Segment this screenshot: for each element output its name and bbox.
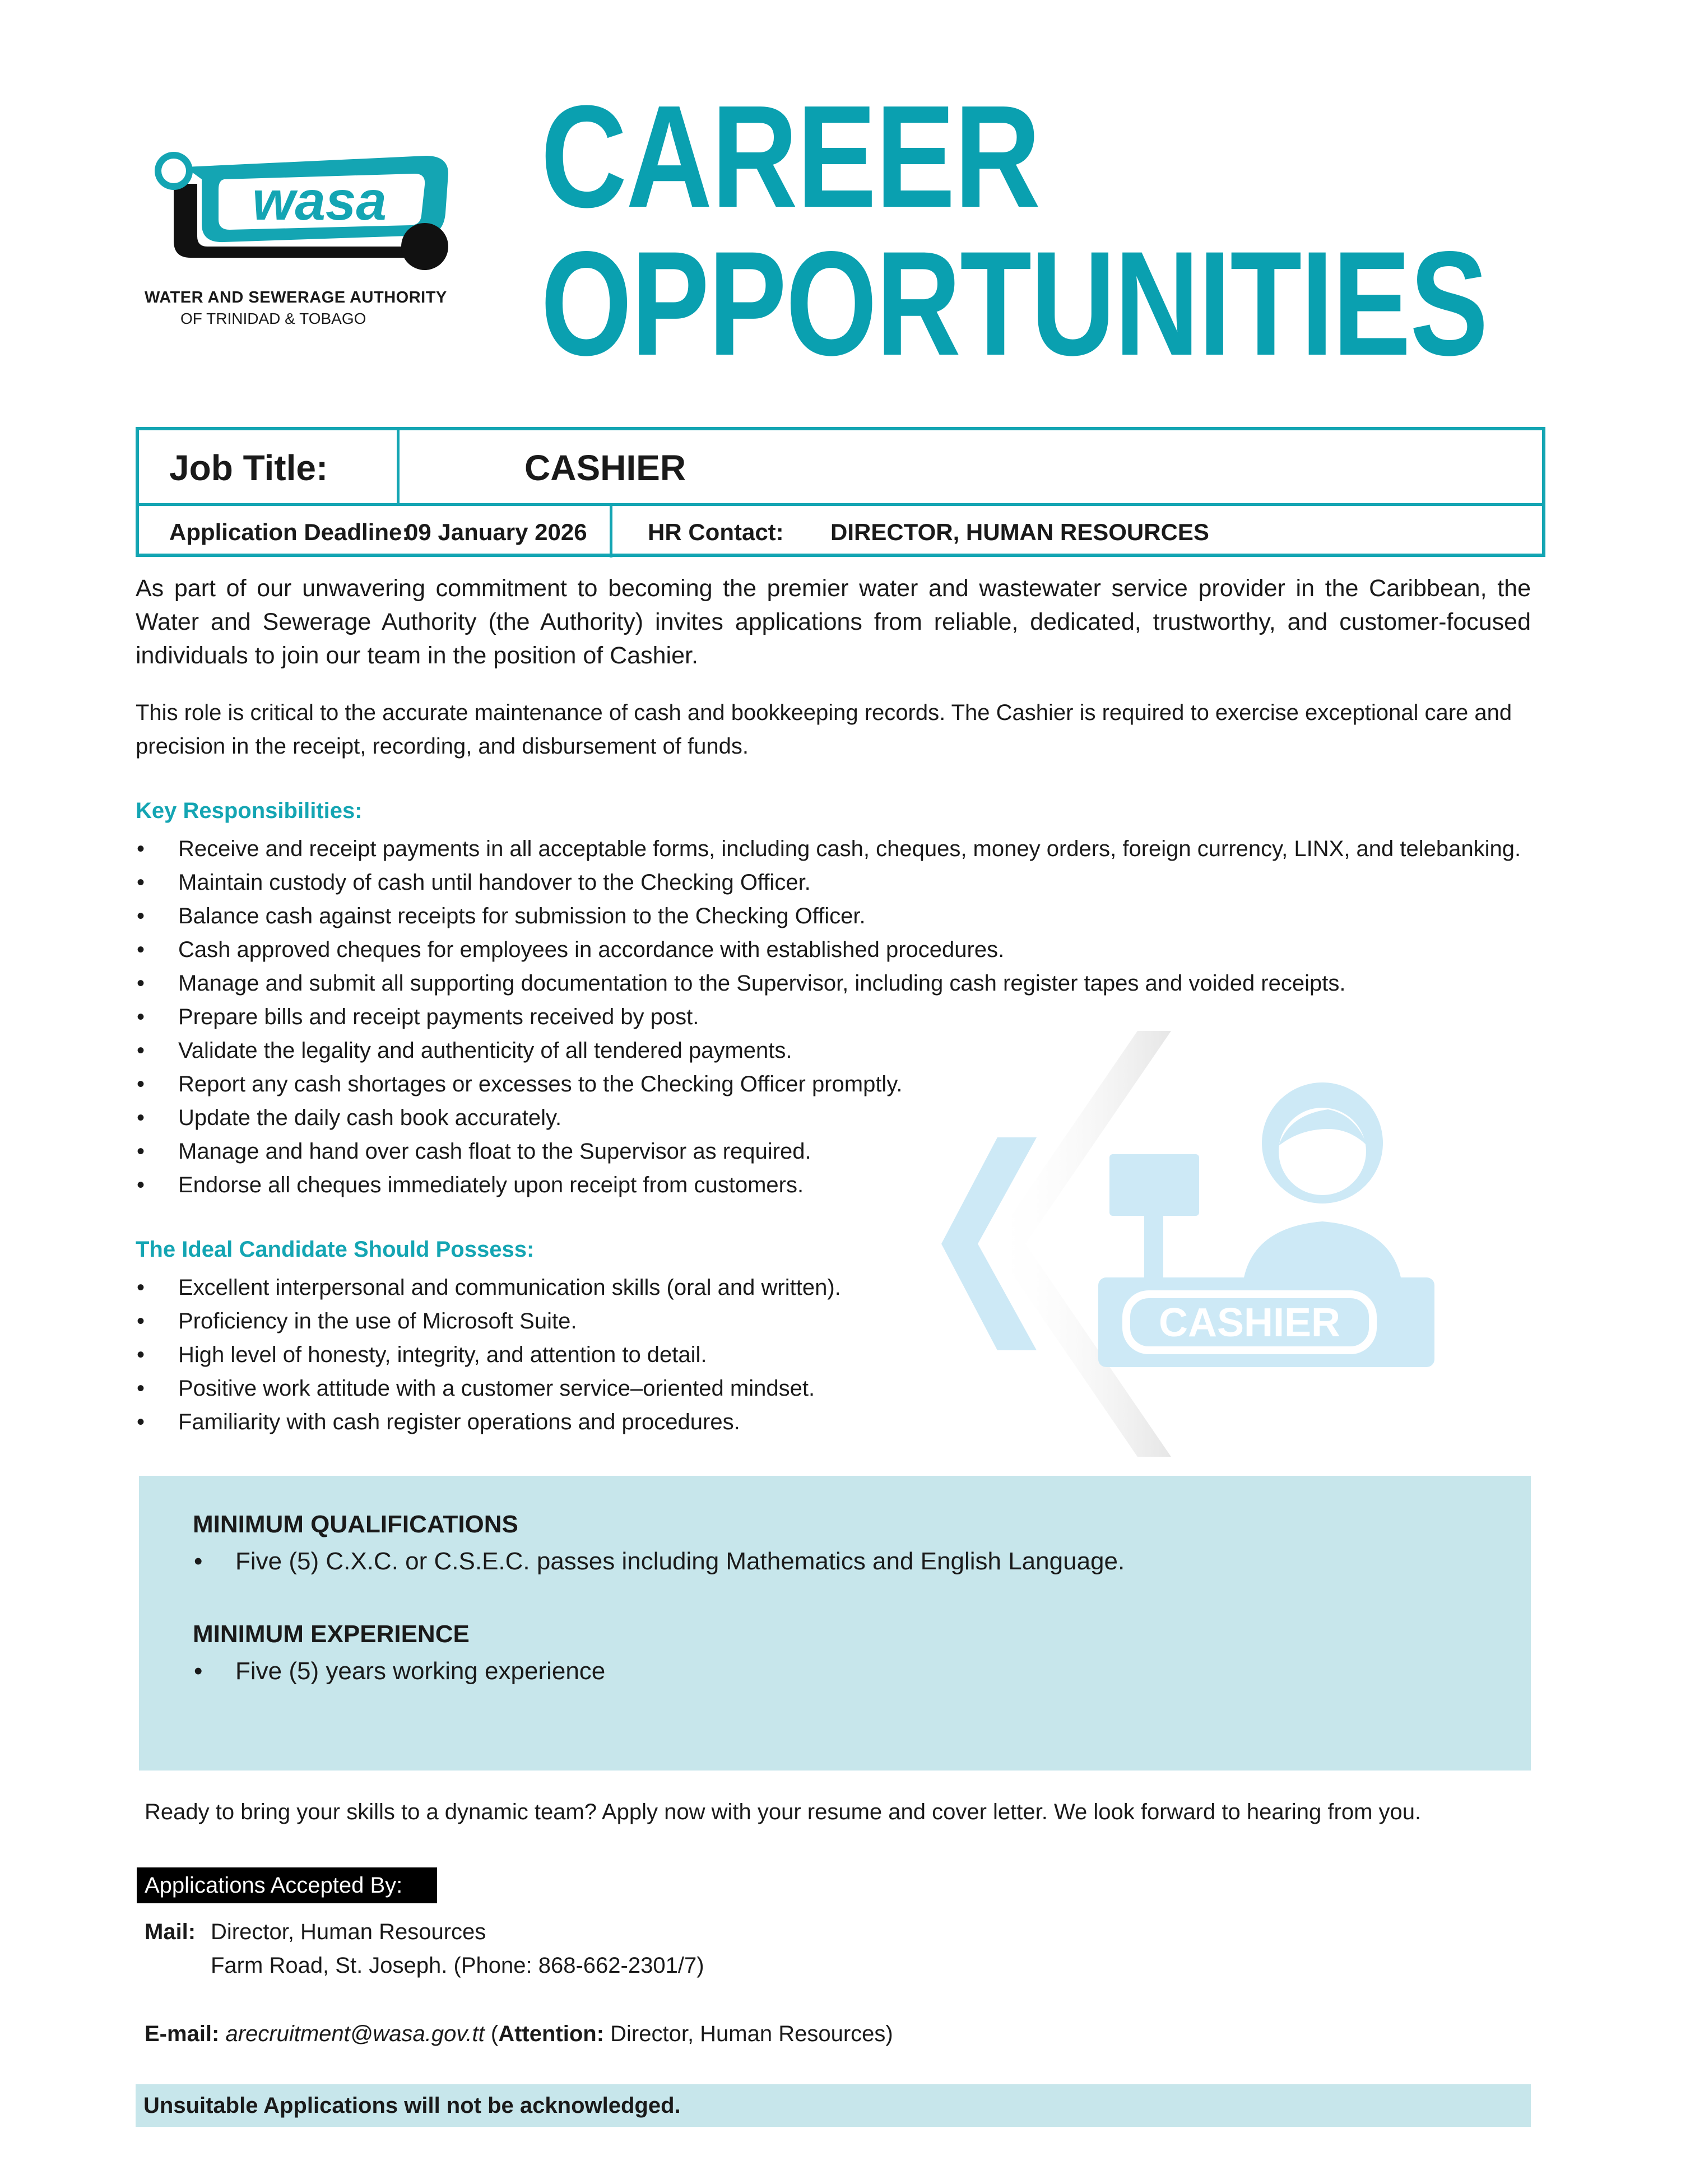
deadline-label: Application Deadline: xyxy=(169,519,410,545)
mail-address-line2: Farm Road, St. Joseph. (Phone: 868-662-2301/7) xyxy=(211,1953,704,1978)
min-experience-heading: MINIMUM EXPERIENCE xyxy=(193,1620,470,1648)
list-item: • Excellent interpersonal and communication skills (oral and written). xyxy=(136,1271,1570,1304)
list-item: • Balance cash against receipts for submission to the Checking Officer. xyxy=(136,899,1570,933)
list-item: • Familiarity with cash register operations and procedures. xyxy=(136,1405,1570,1439)
mail-address-line1: Director, Human Resources xyxy=(211,1920,486,1944)
min-experience-item: • Five (5) years working experience xyxy=(193,1657,605,1685)
mail-label: Mail: xyxy=(145,1920,196,1944)
list-item: • Proficiency in the use of Microsoft Suite. xyxy=(136,1304,1570,1338)
list-item: • High level of honesty, integrity, and attention to detail. xyxy=(136,1338,1570,1372)
email-link[interactable]: arecruitment@wasa.gov.tt xyxy=(225,2022,485,2046)
list-item: • Manage and hand over cash float to the Supervisor as required. xyxy=(136,1135,1570,1168)
email-line: E-mail: arecruitment@wasa.gov.tt (Attention: Director, Human Resources) xyxy=(145,2022,893,2046)
hero-title-line1: CAREER xyxy=(541,76,1040,238)
email-label: E-mail: xyxy=(145,2022,220,2046)
intro-paragraph: As part of our unwavering commitment to becoming the premier water and wastewater service provider in the Caribbean, the Water and Sewerage Authority (the Authority) invites applications from reliable, dedicated, trustworthy, and customer-focused individuals to join our team in the position of Cashier. xyxy=(136,575,1531,669)
list-item: • Validate the legality and authenticity of all tendered payments. xyxy=(136,1034,1570,1067)
list-item: • Positive work attitude with a customer service–oriented mindset. xyxy=(136,1372,1570,1405)
responsibilities-list xyxy=(136,832,1570,1202)
min-qualifications-heading: MINIMUM QUALIFICATIONS xyxy=(193,1511,518,1538)
role-paragraph: This role is critical to the accurate maintenance of cash and bookkeeping records. The Cashier is required to exercise exceptional care and precision in the receipt, recording, and disbursement of funds. xyxy=(136,700,1512,759)
list-item: • Prepare bills and receipt payments received by post. xyxy=(136,1000,1570,1034)
applications-accepted-banner: Applications Accepted By: xyxy=(137,1867,437,1903)
list-item: • Report any cash shortages or excesses to the Checking Officer promptly. xyxy=(136,1067,1570,1101)
list-item: • Cash approved cheques for employees in accordance with established procedures. xyxy=(136,933,1570,966)
org-name-line2: OF TRINIDAD & TOBAGO xyxy=(180,310,366,327)
deadline-value: 09 January 2026 xyxy=(405,519,587,545)
hero-title-line2: OPPORTUNITIES xyxy=(541,221,1488,387)
list-item: • Manage and submit all supporting documentation to the Supervisor, including cash register tapes and voided receipts. xyxy=(136,966,1570,1000)
job-title-label: Job Title: xyxy=(169,448,328,488)
unsuitable-applications-notice: Unsuitable Applications will not be acknowledged. xyxy=(136,2084,1531,2127)
job-title-row xyxy=(139,430,1542,506)
job-info-table xyxy=(136,427,1545,557)
min-qualifications-item: • Five (5) C.X.C. or C.S.E.C. passes including Mathematics and English Language. xyxy=(193,1548,1125,1576)
responsibilities-heading: Key Responsibilities: xyxy=(136,798,363,823)
org-name-line1: WATER AND SEWERAGE AUTHORITY xyxy=(145,289,447,306)
candidate-heading: The Ideal Candidate Should Possess: xyxy=(136,1237,535,1262)
call-to-action-text: Ready to bring your skills to a dynamic team? Apply now with your resume and cover letter. We look forward to hearing from you. xyxy=(145,1800,1422,1824)
list-item: • Update the daily cash book accurately. xyxy=(136,1101,1570,1135)
list-item: • Receive and receipt payments in all acceptable forms, including cash, cheques, money orders, foreign currency, LINX, and telebanking. xyxy=(136,832,1570,866)
cashier-graphic-label: CASHIER xyxy=(1158,1300,1341,1345)
attention-value: Director, Human Resources) xyxy=(604,2022,893,2046)
candidate-list xyxy=(136,1271,1570,1439)
list-item: • Maintain custody of cash until handover to the Checking Officer. xyxy=(136,866,1570,899)
logo-wordmark: wasa xyxy=(252,170,387,231)
qualifications-panel xyxy=(139,1476,1531,1771)
person-body-shape xyxy=(1244,1221,1401,1277)
list-item: • Endorse all cheques immediately upon receipt from customers. xyxy=(136,1168,1570,1202)
hr-contact-label: HR Contact: xyxy=(648,519,784,545)
logo-wheel-shape xyxy=(401,223,448,270)
job-title-value: CASHIER xyxy=(524,448,686,488)
attention-label: Attention: xyxy=(498,2022,605,2046)
hr-contact-value: DIRECTOR, HUMAN RESOURCES xyxy=(830,519,1209,545)
